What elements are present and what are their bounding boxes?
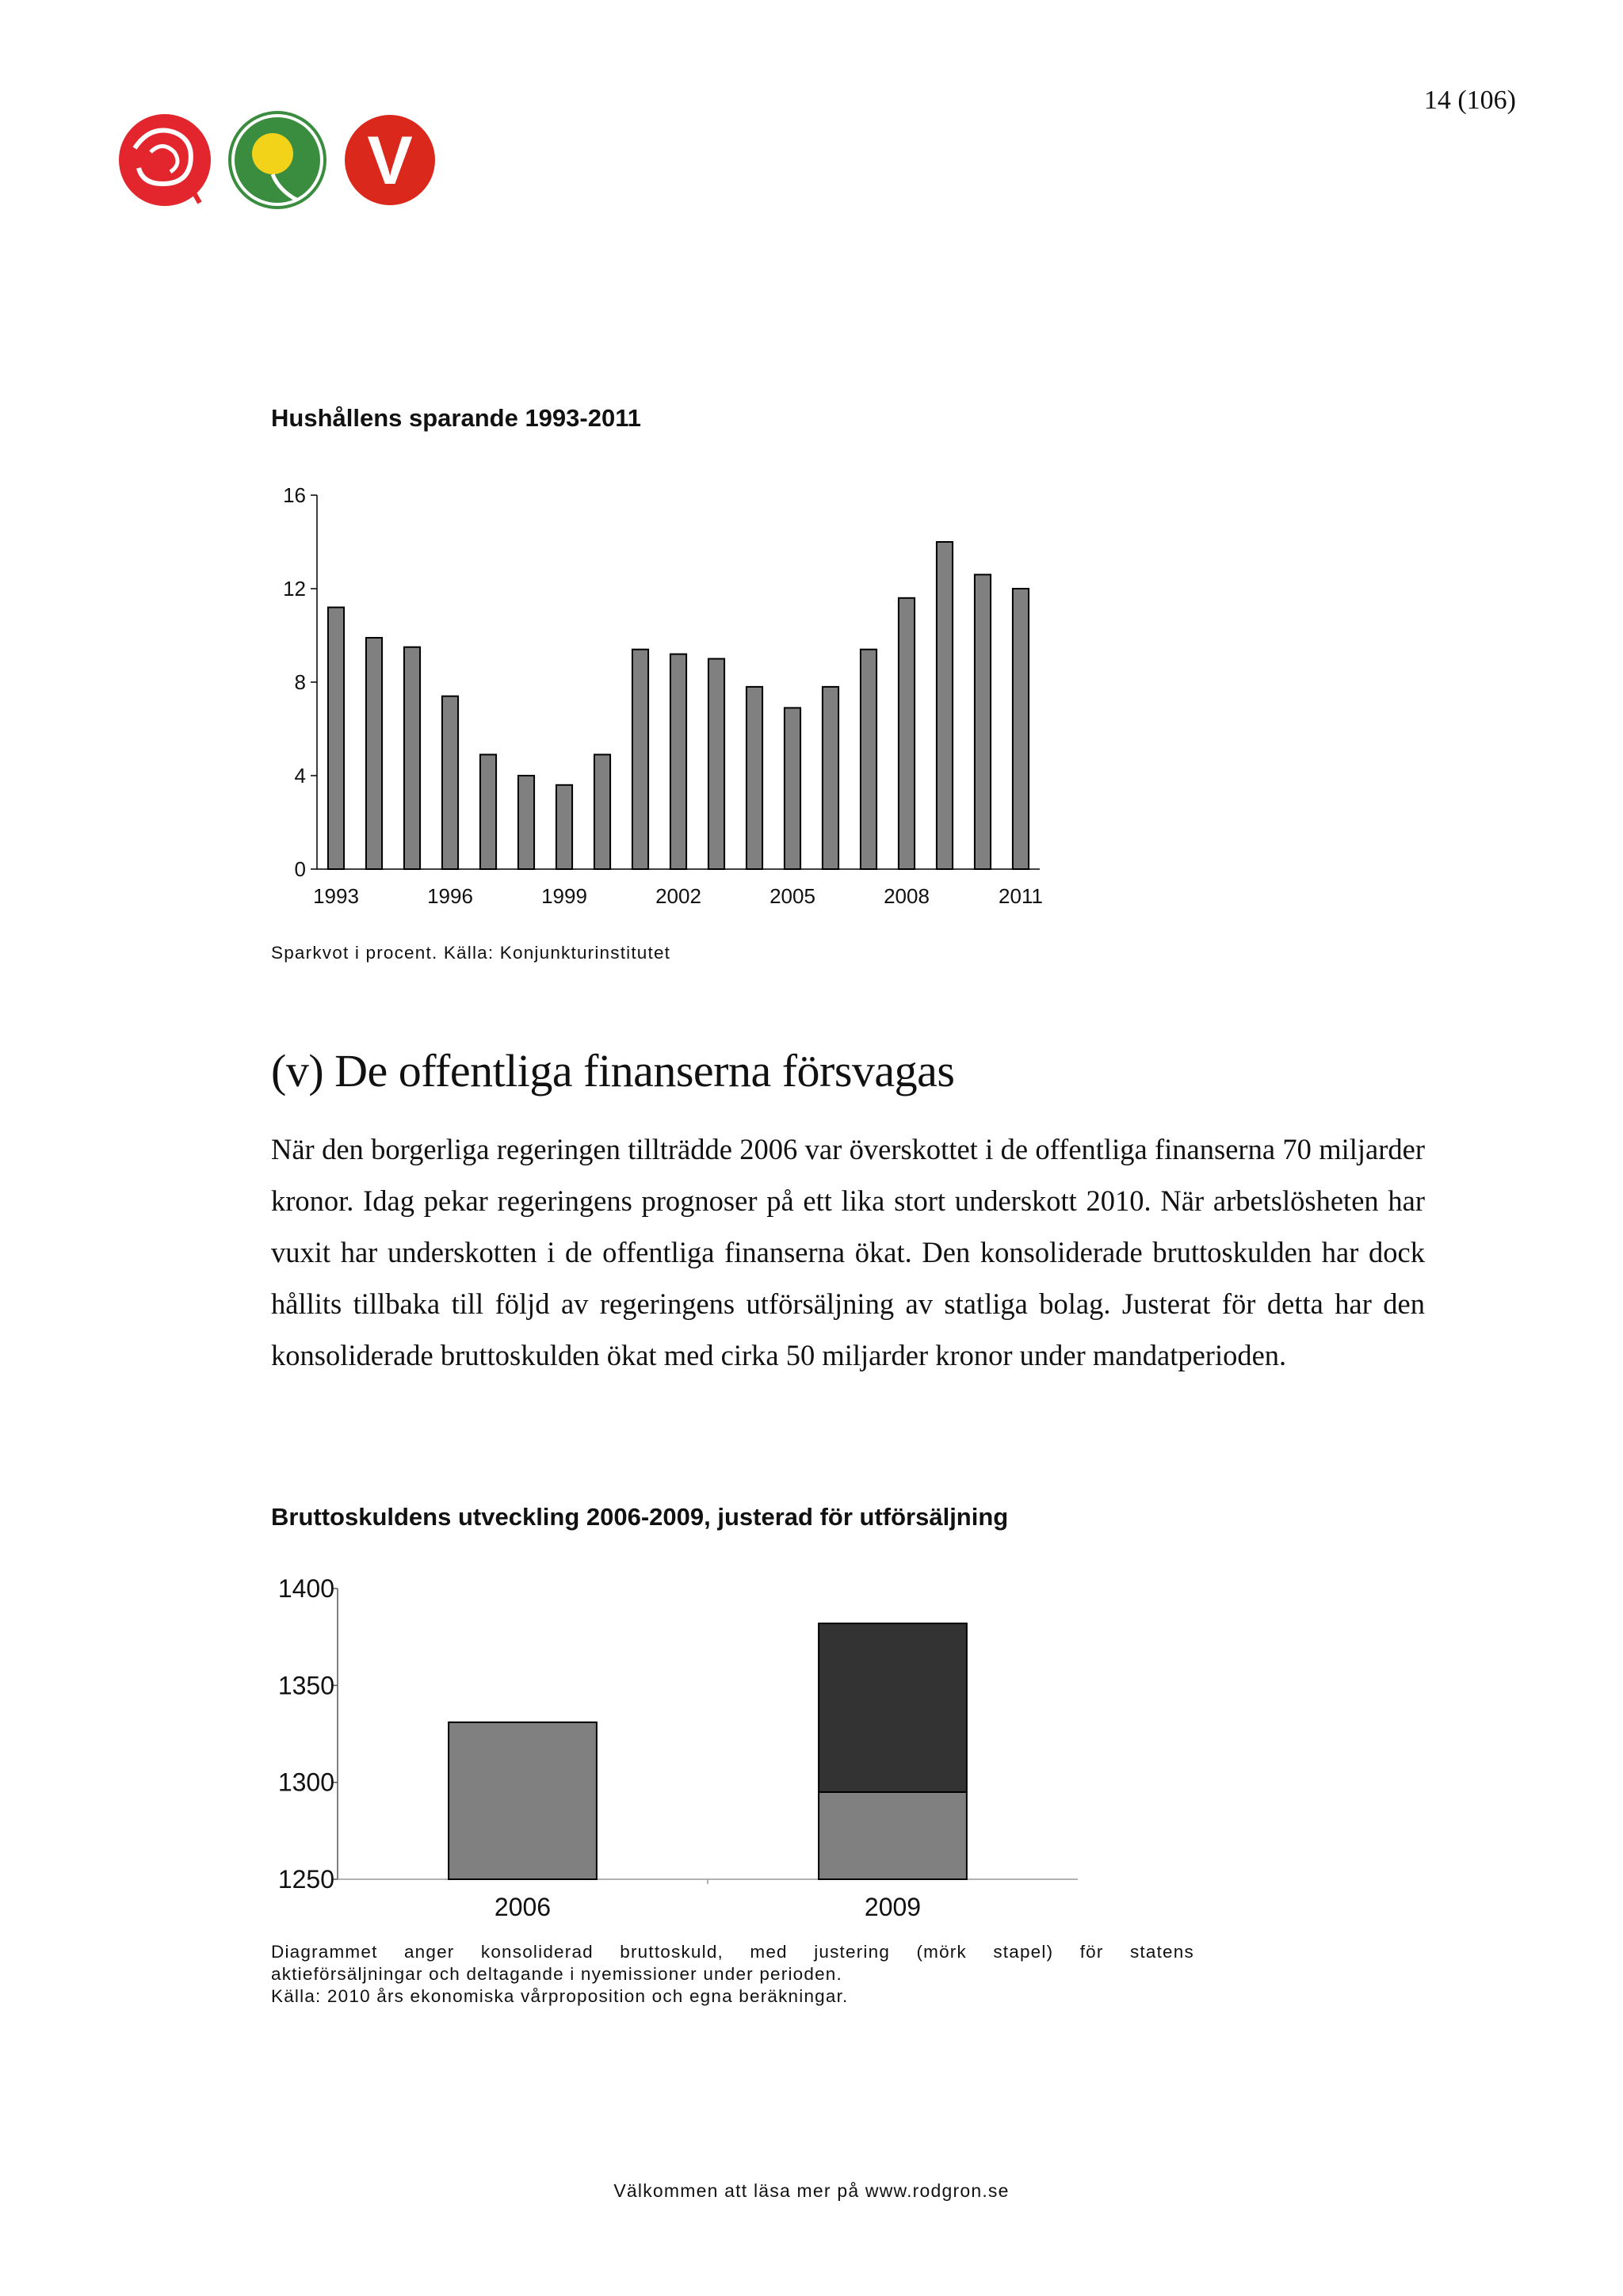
- chart1-bar: [632, 650, 648, 869]
- chart1-savings-bar-chart: [271, 475, 1064, 919]
- caption-word: konsoliderad: [480, 1942, 594, 1962]
- body-paragraph-text: När den borgerliga regeringen tillträdde 2006 var överskottet i de offentliga finanserna 70 miljarder kronor. Idag pekar regeringens prognoser på ett lika stort underskott 2010. När arbetslösheten har vuxit har underskotten i de offentliga finanserna ökat. Den konsoliderade bruttoskulden har dock hållits tillbaka till följd av regeringens utförsäljning av statliga bolag. Justerat för detta har den konsoliderade bruttoskulden ökat med cirka 50 miljarder kronor under mandatperioden.: [271, 1133, 1425, 1371]
- party-logos: [111, 105, 460, 215]
- chart1-bar: [861, 650, 876, 869]
- caption-word: med: [750, 1942, 788, 1962]
- chart2-caption-line2: aktieförsäljningar och deltagande i nyemissioner under perioden.: [271, 1964, 842, 1984]
- chart2-y-tick-label: 1350: [277, 1671, 334, 1700]
- chart1-bar: [594, 754, 610, 869]
- chart1-x-tick-label: 2005: [769, 884, 815, 908]
- chart2-bar-segment: [449, 1722, 597, 1879]
- dandelion-logo-icon: [230, 113, 325, 208]
- page-footer: Välkommen att läsa mer på www.rodgron.se: [613, 2180, 1010, 2201]
- caption-word: justering: [814, 1942, 891, 1962]
- chart1-bar: [480, 754, 496, 869]
- chart1-x-tick-label: 2008: [884, 884, 930, 908]
- chart1-y-tick-label: 0: [294, 857, 306, 881]
- chart2-y-tick-label: 1300: [277, 1768, 334, 1797]
- chart1-bar: [556, 785, 572, 869]
- caption-word: Diagrammet: [271, 1942, 378, 1962]
- caption-word: statens: [1129, 1942, 1194, 1962]
- chart1-bar: [442, 696, 458, 869]
- caption-word: anger: [403, 1942, 455, 1962]
- chart1-y-tick-label: 16: [283, 483, 306, 507]
- chart2-caption-line1: [271, 1941, 1194, 1963]
- chart1-y-tick-label: 12: [283, 577, 306, 601]
- v-logo-letter: V: [367, 123, 413, 199]
- chart1-x-tick-label: 2002: [655, 884, 701, 908]
- chart1-bar: [785, 707, 800, 869]
- caption-word: för: [1079, 1942, 1104, 1962]
- chart2-debt-bar-chart: [262, 1565, 1102, 1929]
- section-heading: (v) De offentliga finanserna försvagas: [271, 1045, 955, 1097]
- chart1-bar: [670, 654, 686, 869]
- chart1-bar: [1013, 589, 1029, 869]
- chart1-bar: [937, 542, 953, 869]
- chart2-x-tick-label: 2006: [494, 1893, 552, 1921]
- caption-word: bruttoskuld,: [620, 1942, 724, 1962]
- chart1-bar: [366, 638, 382, 869]
- chart1-bar: [747, 687, 762, 869]
- chart1-bar: [518, 776, 534, 869]
- chart2-title: Bruttoskuldens utveckling 2006-2009, justerad för utförsäljning: [271, 1503, 1009, 1531]
- chart2-bar-segment: [819, 1792, 967, 1879]
- chart1-x-tick-label: 1996: [427, 884, 473, 908]
- chart1-bar: [708, 659, 724, 870]
- chart1-caption: Sparkvot i procent. Källa: Konjunkturinstitutet: [271, 943, 671, 963]
- chart2-y-tick-label: 1400: [277, 1574, 334, 1603]
- chart1-y-tick-label: 8: [294, 670, 306, 694]
- chart1-bar: [975, 574, 991, 869]
- chart2-caption-line3: Källa: 2010 års ekonomiska vårproposition och egna beräkningar.: [271, 1986, 849, 2006]
- chart1-bar: [404, 647, 420, 869]
- chart1-x-tick-label: 2011: [999, 884, 1043, 908]
- chart1-bar: [823, 687, 838, 869]
- caption-word: (mörk: [916, 1942, 967, 1962]
- caption-word: stapel): [993, 1942, 1054, 1962]
- chart1-title: Hushållens sparande 1993-2011: [271, 404, 641, 432]
- body-paragraph: [271, 1123, 1425, 1381]
- chart2-bar-segment: [819, 1623, 967, 1792]
- chart2-x-tick-label: 2009: [864, 1893, 922, 1921]
- chart2-caption: [271, 1941, 1194, 2008]
- page-number: 14 (106): [1423, 86, 1516, 115]
- chart1-bar: [328, 608, 344, 869]
- chart1-x-tick-label: 1999: [541, 884, 587, 908]
- chart1-x-tick-label: 1993: [313, 884, 359, 908]
- chart2-y-tick-label: 1250: [277, 1865, 334, 1894]
- rose-logo-icon: [119, 114, 211, 206]
- v-logo-icon: [345, 115, 435, 205]
- chart1-bar: [899, 598, 915, 869]
- chart1-y-tick-label: 4: [294, 764, 306, 788]
